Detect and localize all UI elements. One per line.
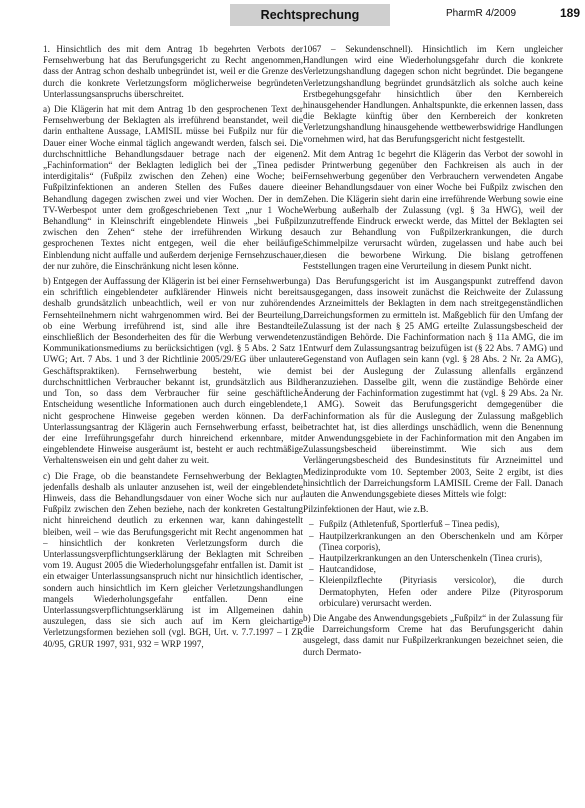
page-number: 189 xyxy=(560,6,581,20)
paragraph: b) Die Angabe des Anwendungsgebiets „Fußpilz“ in der Zulassung für die Darreichungsform Creme hat das Berufungsgericht dahin ausgelegt, dass damit nur Fußpilzerkrankungen bezeichnet seien, die durch Dermato- xyxy=(303,612,563,657)
paragraph: a) Die Klägerin hat mit dem Antrag 1b den gesprochenen Text der Fernsehwerbung der Beklagten als irreführend beanstandet, weil die darin enthaltene Aussage, LAMISIL müsse bei Fußpilz nur für die Dauer einer Woche einmal täglich angewandt werden, falsch sei. Die durchschnittliche Behandlungsdauer betrage nach der eigenen „Fachinformation“ der Beklagten lediglich bei der „Tinea pedis interdigitalis“ (Fußpilz zwischen den Zehen) eine Woche; bei Fußpilzinfektionen an anderen Stellen des Fußes dauere die Behandlung dagegen zwischen zwei und vier Wochen. Der in dem TV-Werbespot unter dem großgeschriebenen Text „nur 1 Woche Behandlung“ in Kleinschrift eingeblendete Hinweis „bei Fußpilz zwischen den Zehen“ stehe der irreführenden Wirkung des gesprochenen Textes nicht entgegen, weil die eher beiläufige Einblendung nicht auffalle und außerdem derjenige Fernsehzuschauer, der nur zuhöre, die Einschränkung nicht lesen könne. xyxy=(43,104,303,271)
list-item: – Hautcandidose, xyxy=(313,564,563,575)
indication-list xyxy=(303,519,563,609)
list-item: – Fußpilz (Athletenfuß, Sportlerfuß – Tinea pedis), xyxy=(313,519,563,530)
paragraph: b) Entgegen der Auffassung der Klägerin ist bei einer Fernsehwerbung ein schriftlich eingeblendeter aufklärender Hinweis nicht bereits deshalb grundsätzlich unbeachtlich, weil er von nur zuhörenden Fernsehteilnehmern nicht wahrgenommen wird. Bei der Beurteilung, ob eine Werbung irreführend ist, sind alle ihre Bestandteile einschließlich der Besonderheiten des für die Werbung verwendeten Kommunikationsmediums zu berücksichtigen (vgl. § 5 Abs. 2 Satz 1 UWG; Art. 7 Abs. 1 und 3 der Richtlinie 2005/29/EG über unlautere Geschäftspraktiken). Fernsehwerbung besteht, wie dem durchschnittlichen Verbraucher bekannt ist, grundsätzlich aus Bild und Ton, so dass dem Verbraucher für seine geschäftliche Entscheidung wesentliche Informationen auch durch eingeblendete, nicht gesprochene Hinweise gegeben werden können. Da der Unterlassungsantrag der Klägerin auch Fernsehwerbung erfasst, bei der eine Irreführungsgefahr durch hinreichend erkennbare, mit eingeblendete Hinweise ausgeräumt ist, besteht er auch rechtmäßige Verhaltensweisen ein und geht daher zu weit. xyxy=(43,276,303,466)
paragraph: 2. Mit dem Antrag 1c begehrt die Klägerin das Verbot der sowohl in der Printwerbung gegenüber den Fachkreisen als auch in der Fernsehwerbung gegenüber den Verbrauchern verwendeten Angabe einer Behandlungsdauer von einer Woche bei Fußpilz zwischen den Zehen. Die Klägerin sieht darin eine irreführende Werbung sowie eine Werbung außerhalb der Zulassung (vgl. § 3a HWG), weil der unzutreffende Eindruck erweckt werde, das Mittel der Beklagten sei auch zur Behandlung von Fußpilzerkrankungen, die durch Schimmelpilze verursacht würden, zugelassen und habe auch bei diesen die beworbene Wirkung. Die bislang getroffenen Feststellungen tragen eine Verurteilung in diesem Punkt nicht. xyxy=(303,148,563,271)
list-intro: Pilzinfektionen der Haut, wie z.B. xyxy=(303,504,429,515)
journal-issue: PharmR 4/2009 xyxy=(446,8,517,19)
list-item: – Kleienpilzflechte (Pityriasis versicolor), die durch Dermatophyten, Hefen oder andere Pilze (Pityrosporum orbiculare) verursacht werden. xyxy=(313,575,563,609)
paragraph: 1. Hinsichtlich des mit dem Antrag 1b begehrten Verbots der Fernsehwerbung hat das Berufungsgericht zu Recht angenommen, dass der Antrag schon deshalb unbegründet ist, weil er die Grenze des durch die konkrete Verletzungsform möglicherweise begründeten Unterlassungsanspruchs überschreitet. xyxy=(43,44,303,99)
left-column xyxy=(43,44,303,804)
right-column xyxy=(303,44,563,804)
paragraph: a) Das Berufungsgericht ist im Ausgangspunkt zutreffend davon ausgegangen, dass insoweit zunächst die Reichweite der Zulassung des Arzneimittels der Beklagten in dem nach streitgegenständlichen Darreichungsformen zu ermitteln ist. Maßgeblich für den Umfang der Zulassung ist der nach § 25 AMG erteilte Zulassungsbescheid der zuständigen Behörde. Die Fachinformation nach § 11a AMG, die im Entwurf dem Zulassungsantrag beizufügen ist (§ 22 Abs. 7 AMG) und Gegenstand von Auflagen sein kann (vgl. § 28 Abs. 2 Nr. 2a AMG), ist bei der Auslegung der Zulassung allenfalls ergänzend heranzuziehen. Dasselbe gilt, wenn die zuständige Behörde einer Änderung der Fachinformation zugestimmt hat (vgl. § 29 Abs. 2a Nr. 1 AMG). Soweit das Berufungsgericht demgegenüber die Fachinformation als für die Auslegung der Zulassung maßgeblich betrachtet hat, ist dies allerdings unschädlich, wenn die Benennung der Anwendungsgebiete in der Fachinformation mit den Angaben im Zulassungsbescheid übereinstimmt. Wie sich aus dem Verlängerungsbescheid des Bundesinstituts für Arzneimittel und Medizinprodukte vom 10. September 2003, Seite 2 ergibt, ist dies hinsichtlich der Darreichungsform LAMISIL Creme der Fall. Danach lauten die Anwendungsgebiete dieses Mittels wie folgt: xyxy=(303,276,563,499)
list-item: – Hautpilzerkrankungen an den Unterschenkeln (Tinea cruris), xyxy=(313,553,563,564)
paragraph: 1067 – Sekundenschnell). Hinsichtlich im Kern ungleicher Handlungen wird eine Wiederholungsgefahr durch die konkrete Verletzungshandlung dagegen schon nicht begründet. Die begangene Verletzungshandlung begründet grundsätzlich als solche auch keine Erstbegehungsgefahr hinsichtlich über den Kernbereich hinausgehender Handlungen. Anhaltspunkte, die erkennen lassen, dass die Beklagte künftig über den Kernbereich der konkreten Verletzungshandlung hinausgehende wettbewerbswidrige Handlungen vornehmen wird, hat das Berufungsgericht nicht festgestellt. xyxy=(303,44,563,144)
section-label: Rechtsprechung xyxy=(230,4,390,26)
list-item: – Hautpilzerkrankungen an den Oberschenkeln und am Körper (Tinea corporis), xyxy=(313,531,563,553)
paragraph: c) Die Frage, ob die beanstandete Fernsehwerbung der Beklagten jedenfalls deshalb als unlauter anzusehen ist, weil der eingeblendete Hinweis, dass die Behandlungsdauer von einer Woche sich nur auf Fußpilz zwischen den Zehen beziehe, nach der konkreten Gestaltung nicht hinreichend deutlich zu erkennen war, kann dahingestellt bleiben, weil – wie das Berufungsgericht mit Recht angenommen hat – hinsichtlich der konkreten Verletzungsform durch die Unterlassungsverpflichtungserklärung der Beklagten mit Schreiben vom 19. August 2005 die Wiederholungsgefahr entfallen ist. Damit ist ein etwaiger Unterlassungsanspruch nicht nur hinsichtlich identischer, sondern auch hinsichtlich im Kern gleicher Verletzungshandlungen mangels Wiederholungsgefahr entfallen. Denn eine Unterlassungsverpflichtungserklärung ist im Allgemeinen dahin auszulegen, dass sie sich auch auf im Kern gleichartige Verletzungsformen beziehen soll (vgl. BGH, Urt. v. 7.7.1997 – I ZR 40/95, GRUR 1997, 931, 932 = WRP 1997, xyxy=(43,470,303,649)
